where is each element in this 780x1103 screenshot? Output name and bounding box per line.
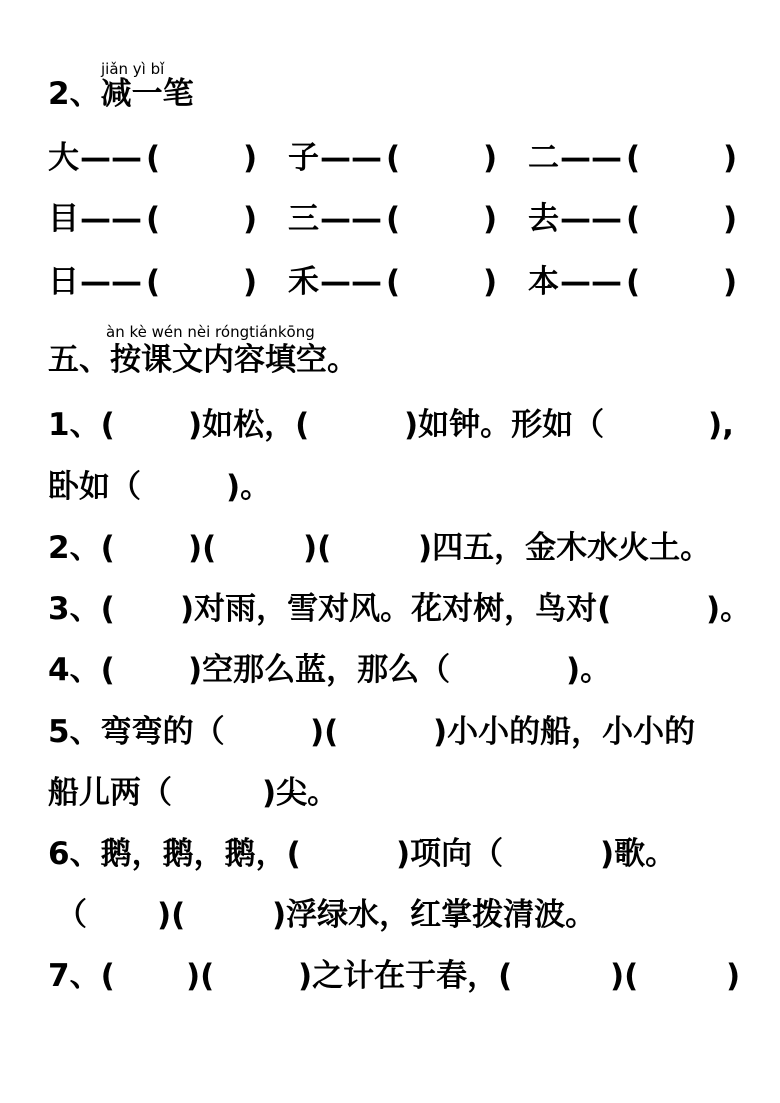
grid-char: 禾 bbox=[288, 264, 319, 300]
grid-char: 目 bbox=[48, 201, 79, 237]
list-item bbox=[0, 834, 780, 874]
text-segment: )( bbox=[310, 714, 339, 750]
text-segment: )( bbox=[188, 530, 217, 566]
close-paren: ) bbox=[723, 201, 738, 237]
close-paren: ) bbox=[483, 140, 498, 176]
close-paren: ) bbox=[243, 140, 258, 176]
text-segment: 船儿两（ bbox=[48, 775, 172, 811]
list-item bbox=[0, 712, 780, 752]
grid-char: 本 bbox=[528, 264, 559, 300]
text-segment: )对雨，雪对风。花对树，鸟对( bbox=[180, 591, 612, 627]
dash: —— bbox=[320, 201, 382, 237]
close-paren: ) bbox=[723, 264, 738, 300]
list-item bbox=[0, 528, 780, 568]
grid-row bbox=[0, 262, 780, 302]
open-paren: ( bbox=[386, 140, 401, 176]
text-segment: 1、( bbox=[48, 407, 115, 443]
text-segment: 6、鹅，鹅，鹅，( bbox=[48, 836, 301, 872]
text-segment: 3、( bbox=[48, 591, 115, 627]
text-segment: )之计在于春，( bbox=[298, 958, 513, 994]
grid-char: 去 bbox=[528, 201, 559, 237]
section-heading: 2、减一笔 bbox=[48, 76, 194, 112]
text-segment: )浮绿水，红掌拨清波。 bbox=[272, 897, 597, 933]
open-paren: ( bbox=[146, 264, 161, 300]
list-item bbox=[0, 895, 780, 935]
text-segment: )如松，( bbox=[188, 407, 310, 443]
section-heading: 五、按课文内容填空。 bbox=[48, 342, 358, 378]
dash: —— bbox=[560, 264, 622, 300]
grid-row bbox=[0, 199, 780, 239]
text-segment: 7、( bbox=[48, 958, 115, 994]
grid-char: 日 bbox=[48, 264, 79, 300]
text-segment: )尖。 bbox=[262, 775, 339, 811]
list-item bbox=[0, 467, 780, 507]
text-segment: 5、弯弯的（ bbox=[48, 714, 225, 750]
text-segment: )。 bbox=[566, 652, 612, 688]
heading-pinyin: jiǎn yì bǐ bbox=[101, 60, 165, 78]
list-item bbox=[0, 405, 780, 445]
open-paren: ( bbox=[626, 201, 641, 237]
list-item bbox=[0, 589, 780, 629]
text-segment: )( bbox=[157, 897, 186, 933]
dash: —— bbox=[560, 140, 622, 176]
grid-char: 大 bbox=[48, 140, 79, 176]
list-item bbox=[0, 650, 780, 690]
list-item bbox=[0, 956, 780, 996]
open-paren: ( bbox=[626, 264, 641, 300]
text-segment: 卧如（ bbox=[48, 469, 141, 505]
text-segment: ), bbox=[708, 407, 734, 443]
dash: —— bbox=[320, 140, 382, 176]
open-paren: ( bbox=[386, 201, 401, 237]
text-segment: )小小的船，小小的 bbox=[433, 714, 696, 750]
text-segment: )歌。 bbox=[600, 836, 677, 872]
text-segment: 4、( bbox=[48, 652, 115, 688]
dash: —— bbox=[80, 201, 142, 237]
dash: —— bbox=[560, 201, 622, 237]
text-segment: )( bbox=[610, 958, 639, 994]
text-segment: )。 bbox=[706, 591, 752, 627]
open-paren: ( bbox=[146, 201, 161, 237]
close-paren: ) bbox=[483, 201, 498, 237]
text-segment: 2、( bbox=[48, 530, 115, 566]
text-segment: ) bbox=[726, 958, 741, 994]
text-segment: )项向（ bbox=[396, 836, 504, 872]
heading-pinyin: àn kè wén nèi róngtiánkōng bbox=[106, 323, 315, 341]
grid-char: 二 bbox=[528, 140, 559, 176]
text-segment: )。 bbox=[226, 469, 272, 505]
close-paren: ) bbox=[243, 264, 258, 300]
dash: —— bbox=[80, 140, 142, 176]
grid-char: 子 bbox=[288, 140, 319, 176]
list-item bbox=[0, 773, 780, 813]
grid-row bbox=[0, 138, 780, 178]
close-paren: ) bbox=[483, 264, 498, 300]
text-segment: )空那么蓝，那么（ bbox=[188, 652, 451, 688]
text-segment: （ bbox=[56, 897, 87, 933]
close-paren: ) bbox=[243, 201, 258, 237]
open-paren: ( bbox=[626, 140, 641, 176]
dash: —— bbox=[80, 264, 142, 300]
text-segment: )四五，金木水火土。 bbox=[418, 530, 712, 566]
dash: —— bbox=[320, 264, 382, 300]
open-paren: ( bbox=[146, 140, 161, 176]
grid-char: 三 bbox=[288, 201, 319, 237]
text-segment: )( bbox=[186, 958, 215, 994]
text-segment: )( bbox=[303, 530, 332, 566]
text-segment: )如钟。形如（ bbox=[404, 407, 605, 443]
open-paren: ( bbox=[386, 264, 401, 300]
close-paren: ) bbox=[723, 140, 738, 176]
